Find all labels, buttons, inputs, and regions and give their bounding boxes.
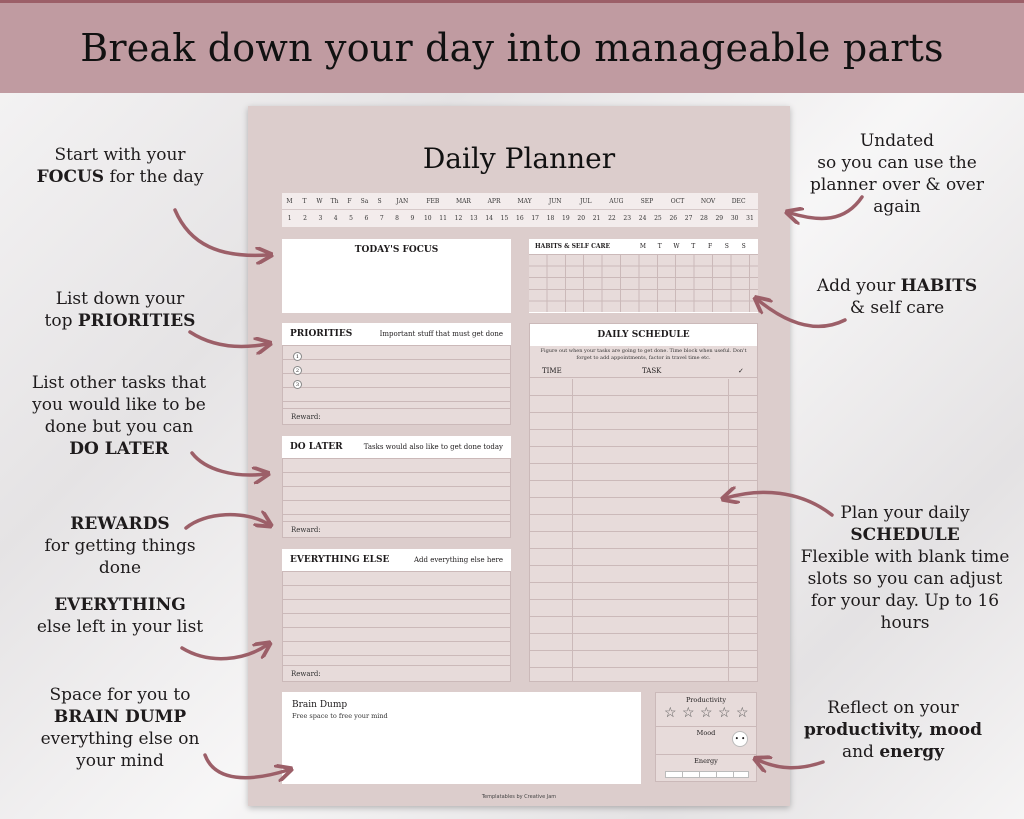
calendar-date[interactable]: 22	[608, 215, 616, 222]
habit-day: S	[724, 243, 729, 250]
note-text: List other tasks that	[31, 373, 207, 393]
priorities-subtitle: Important stuff that must get done	[379, 330, 503, 338]
habits-label: HABITS & SELF CARE	[535, 243, 611, 250]
note-focus	[20, 144, 220, 188]
note-everything	[20, 594, 220, 638]
calendar-date[interactable]: 25	[654, 215, 662, 222]
note-emphasis: PRIORITIES	[77, 311, 196, 331]
daily-schedule-label: DAILY SCHEDULE	[597, 330, 690, 340]
note-text: Reflect on your	[827, 698, 959, 718]
schedule-column-headers	[530, 364, 757, 378]
note-text: else left in your list	[36, 617, 204, 637]
note-text: Plan your daily	[840, 503, 970, 523]
productivity-label: Productivity	[685, 696, 727, 704]
note-brain-dump	[20, 684, 220, 772]
todays-focus-box[interactable]	[282, 239, 511, 313]
calendar-date[interactable]: 7	[379, 215, 384, 222]
star-icon[interactable]: ☆	[664, 705, 677, 721]
month[interactable]: AUG	[609, 197, 624, 205]
note-undated	[794, 130, 1000, 218]
month[interactable]: NOV	[700, 197, 716, 205]
month[interactable]: SEP	[640, 197, 654, 205]
daily-schedule-box	[529, 323, 758, 682]
note-emphasis: REWARDS	[70, 514, 170, 534]
everything-else-reward[interactable]: Reward:	[283, 665, 510, 681]
weekday[interactable]: F	[347, 197, 352, 205]
habit-day: W	[673, 243, 680, 250]
note-priorities	[20, 288, 220, 332]
everything-else-list[interactable]	[282, 571, 511, 682]
calendar-header-row	[282, 193, 758, 210]
energy-segment-divider	[699, 772, 700, 777]
calendar-date[interactable]: 1	[287, 215, 292, 222]
note-text: done	[98, 558, 142, 578]
energy-segment-divider	[733, 772, 734, 777]
weekday[interactable]: S	[377, 197, 382, 205]
weekday[interactable]: W	[316, 197, 323, 205]
calendar-date[interactable]: 10	[423, 215, 432, 222]
star-icon[interactable]: ☆	[700, 705, 713, 721]
schedule-grid[interactable]	[530, 379, 757, 681]
habits-header	[529, 239, 758, 254]
check-column-header: ✓	[738, 367, 744, 375]
daily-schedule-note: Figure out when your tasks are going to get done. Time block when useful. Don't forget to add appointments, factor in travel time etc.	[540, 348, 747, 361]
note-text: hours	[880, 613, 930, 633]
calendar-date[interactable]: 8	[395, 215, 399, 222]
calendar-date[interactable]: 20	[577, 215, 586, 222]
star-icon[interactable]: ☆	[736, 705, 749, 721]
calendar-date[interactable]: 28	[700, 215, 708, 222]
month[interactable]: JAN	[396, 197, 409, 205]
note-text: planner over & over	[810, 175, 984, 195]
everything-else-header	[282, 549, 511, 571]
month[interactable]: JUL	[580, 197, 592, 205]
note-emphasis: EVERYTHING	[54, 595, 186, 615]
header-banner	[0, 3, 1024, 93]
productivity-mood-energy-box	[655, 692, 757, 782]
brain-dump-box[interactable]	[282, 692, 641, 784]
calendar-date[interactable]: 24	[638, 215, 647, 222]
note-emphasis: productivity, mood	[804, 720, 982, 740]
priorities-label: PRIORITIES	[290, 329, 353, 339]
note-text: done but you can	[44, 417, 194, 437]
note-text: slots so you can adjust	[807, 569, 1003, 589]
note-text: & self care	[849, 298, 945, 318]
habit-day: S	[741, 243, 746, 250]
habit-day: T	[691, 243, 696, 250]
note-text: your mind	[76, 751, 164, 771]
habit-day: F	[707, 243, 713, 250]
calendar-date[interactable]: 5	[349, 215, 353, 222]
month-list	[387, 198, 754, 205]
calendar-date[interactable]: 18	[546, 215, 555, 222]
month[interactable]: MAY	[517, 197, 532, 205]
note-line	[794, 275, 1000, 297]
brain-dump-label: Brain Dump	[292, 700, 348, 710]
note-emphasis: SCHEDULE	[850, 525, 960, 545]
planner-page	[248, 106, 790, 806]
do-later-header	[282, 436, 511, 458]
daily-schedule-header	[530, 324, 757, 346]
note-text: Space for you to	[49, 685, 191, 705]
everything-else-label: EVERYTHING ELSE	[290, 555, 390, 565]
month[interactable]: DEC	[731, 197, 746, 205]
brain-dump-subtitle: Free space to free your mind	[292, 712, 388, 720]
priority-number: 1	[293, 352, 302, 361]
do-later-list[interactable]	[282, 458, 511, 538]
note-text: for getting things	[44, 536, 196, 556]
calendar-date[interactable]: 27	[684, 215, 693, 222]
priority-number: 2	[293, 366, 302, 375]
calendar-date[interactable]: 13	[469, 215, 478, 222]
month[interactable]: APR	[487, 197, 501, 205]
calendar-date[interactable]: 31	[746, 215, 754, 222]
star-icon[interactable]: ☆	[718, 705, 731, 721]
note-habits	[794, 275, 1000, 319]
note-text: Start with your	[54, 145, 186, 165]
note-emphasis: energy	[879, 742, 945, 762]
note-text: for the day	[104, 167, 204, 187]
calendar-date[interactable]: 12	[454, 215, 463, 222]
calendar-date[interactable]: 3	[318, 215, 323, 222]
calendar-date[interactable]: 17	[531, 215, 539, 222]
note-text: for your day. Up to 16	[810, 591, 1000, 611]
priorities-reward[interactable]: Reward:	[283, 408, 510, 424]
calendar-date[interactable]: 30	[730, 215, 739, 222]
time-column-header: TIME	[542, 367, 562, 375]
calendar-date[interactable]: 6	[364, 215, 369, 222]
habits-grid[interactable]	[529, 254, 758, 312]
do-later-box	[282, 436, 511, 538]
do-later-subtitle: Tasks would also like to get done today	[363, 443, 503, 451]
note-emphasis: DO LATER	[69, 439, 169, 459]
everything-else-box	[282, 549, 511, 682]
month[interactable]: JUN	[548, 197, 562, 205]
month[interactable]: MAR	[455, 197, 471, 205]
habit-day: T	[657, 243, 662, 250]
calendar-date[interactable]: 14	[485, 215, 493, 222]
priorities-list[interactable]	[282, 345, 511, 425]
note-text: Undated	[859, 131, 935, 151]
star-icon[interactable]: ☆	[682, 705, 695, 721]
note-text: top	[44, 311, 78, 331]
banner-title: Break down your day into manageable parts	[80, 26, 944, 70]
habit-day: M	[639, 243, 647, 250]
weekday[interactable]: Sa	[360, 197, 369, 205]
note-text: and	[841, 742, 880, 762]
note-do-later	[10, 372, 228, 460]
note-text: List down your	[55, 289, 185, 309]
note-line	[20, 310, 220, 332]
note-rewards	[20, 513, 220, 579]
calendar-date[interactable]: 2	[303, 215, 307, 222]
priority-number: 3	[293, 380, 302, 389]
calendar-date[interactable]: 11	[439, 215, 447, 222]
calendar-date[interactable]: 15	[500, 215, 509, 222]
note-emphasis: HABITS	[900, 276, 978, 296]
priorities-box	[282, 323, 511, 425]
note-emphasis: BRAIN DUMP	[53, 707, 187, 727]
energy-segment-divider	[682, 772, 683, 777]
energy-label: Energy	[694, 757, 718, 765]
note-text: Flexible with blank time	[800, 547, 1010, 567]
task-column-header: TASK	[642, 367, 662, 375]
calendar-date[interactable]: 4	[333, 215, 338, 222]
calendar-date[interactable]: 16	[516, 215, 524, 222]
date-calendar	[282, 193, 758, 227]
planner-title: Daily Planner	[422, 142, 616, 175]
divider	[656, 726, 756, 727]
note-emphasis: FOCUS	[36, 167, 105, 187]
note-reflect	[790, 697, 996, 763]
note-text: you would like to be	[32, 395, 206, 415]
energy-bar[interactable]	[665, 771, 749, 778]
calendar-date[interactable]: 23	[623, 215, 632, 222]
note-line	[20, 166, 220, 188]
note-schedule	[790, 502, 1020, 634]
note-text: everything else on	[40, 729, 200, 749]
calendar-date[interactable]: 26	[669, 215, 678, 222]
note-text: Add your	[816, 276, 901, 296]
calendar-date[interactable]: 29	[715, 215, 724, 222]
weekday[interactable]: Th	[330, 197, 339, 205]
calendar-date[interactable]: 9	[410, 215, 415, 222]
calendar-date[interactable]: 21	[592, 215, 601, 222]
todays-focus-label: TODAY'S FOCUS	[354, 245, 439, 255]
weekday-list	[282, 198, 387, 205]
mood-face-icon[interactable]: • •	[732, 731, 748, 747]
note-text: so you can use the	[817, 153, 977, 173]
energy-segment-divider	[716, 772, 717, 777]
calendar-date[interactable]: 19	[562, 215, 570, 222]
note-text: again	[873, 197, 921, 217]
weekday[interactable]: T	[302, 197, 307, 205]
do-later-reward[interactable]: Reward:	[283, 521, 510, 537]
note-line	[790, 741, 996, 763]
date-number-row	[282, 210, 758, 227]
planner-footer: Templatables by Creative Jam	[481, 794, 557, 800]
mood-label: Mood	[696, 729, 716, 737]
habits-box	[529, 239, 758, 313]
month[interactable]: FEB	[426, 197, 440, 205]
divider	[656, 754, 756, 755]
priorities-header	[282, 323, 511, 345]
do-later-label: DO LATER	[290, 442, 343, 452]
weekday[interactable]: M	[286, 197, 293, 205]
everything-else-subtitle: Add everything else here	[413, 556, 503, 564]
month[interactable]: OCT	[670, 197, 685, 205]
